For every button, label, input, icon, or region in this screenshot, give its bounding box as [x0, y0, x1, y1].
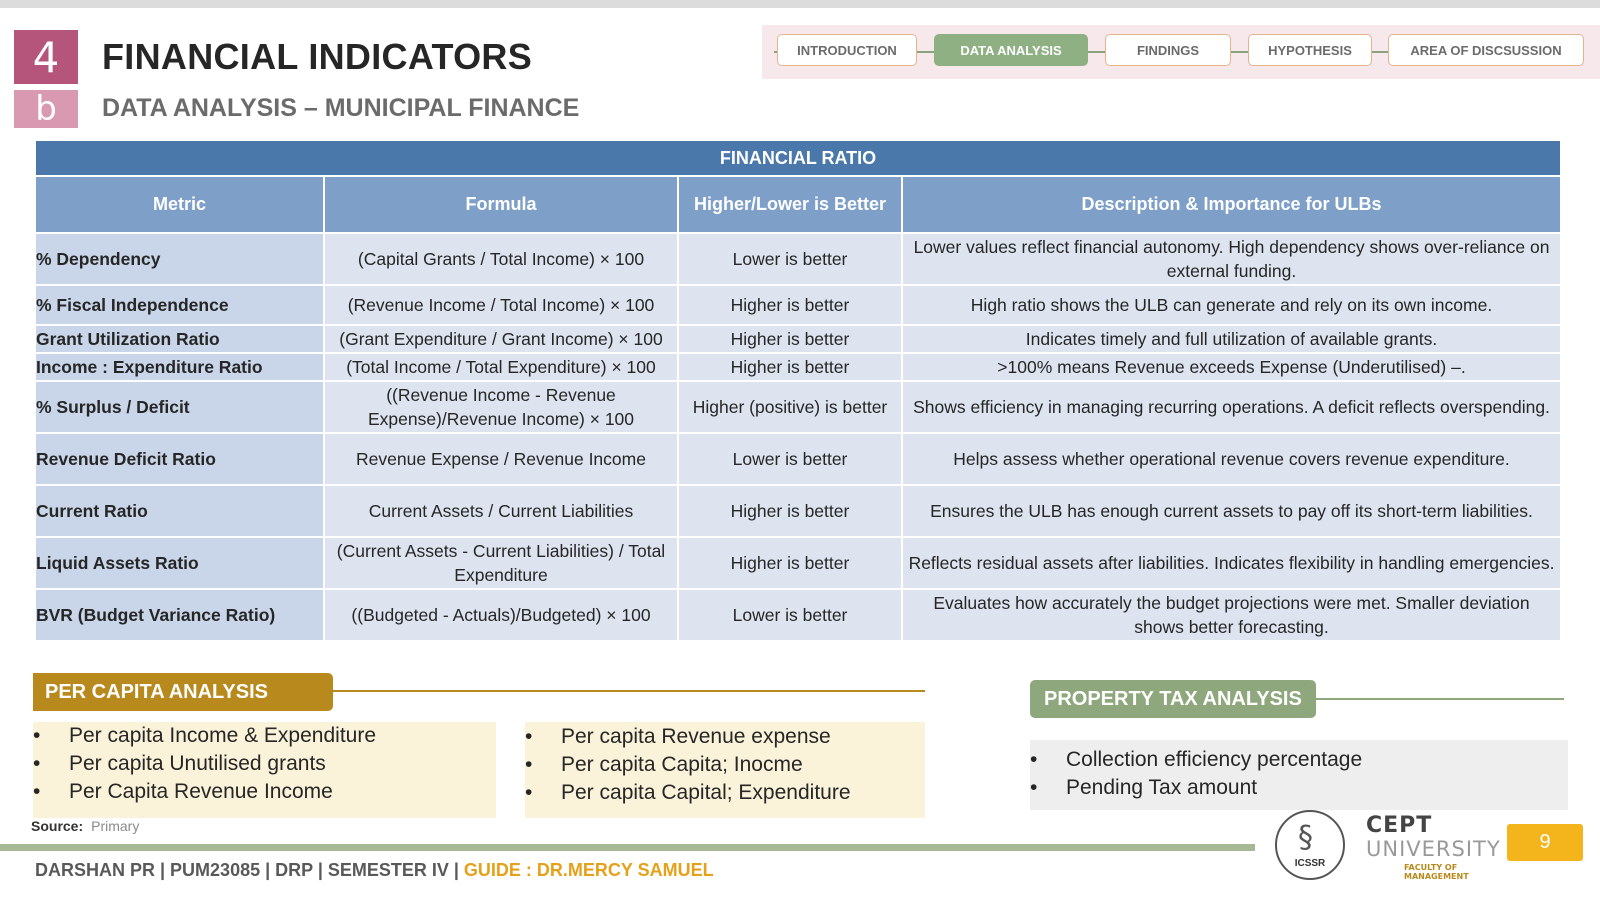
cept-logo-line1: CEPT [1366, 813, 1433, 838]
tab-area-of-discussion[interactable]: AREA OF DISCSUSSION [1388, 34, 1584, 66]
better-cell: Higher is better [678, 285, 902, 325]
column-header-metric: Metric [35, 176, 324, 233]
metric-cell: BVR (Budget Variance Ratio) [35, 589, 324, 641]
page-number-badge: 9 [1507, 824, 1583, 861]
financial-ratio-table [34, 139, 1562, 642]
icssr-logo [1275, 810, 1345, 880]
formula-cell: ((Revenue Income - Revenue Expense)/Revenue Income) × 100 [324, 381, 678, 433]
source-note [31, 818, 139, 834]
description-cell: Shows efficiency in managing recurring operations. A deficit reflects overspending. [902, 381, 1561, 433]
page-title: FINANCIAL INDICATORS [102, 36, 533, 77]
better-cell: Higher is better [678, 537, 902, 589]
section-letter-badge: b [14, 90, 78, 128]
table-row [35, 325, 1561, 353]
formula-cell: (Current Assets - Current Liabilities) / Total Expenditure [324, 537, 678, 589]
metric-cell: Grant Utilization Ratio [35, 325, 324, 353]
formula-cell: Current Assets / Current Liabilities [324, 485, 678, 537]
per-capita-list-right [525, 722, 925, 818]
column-header-formula: Formula [324, 176, 678, 233]
better-cell: Higher is better [678, 325, 902, 353]
footer-author-info: DARSHAN PR | PUM23085 | DRP | SEMESTER IV | [35, 860, 464, 880]
footer-info [35, 860, 714, 881]
list-item: • Per capita Income & Expenditure [33, 722, 496, 750]
section-number-badge: 4 [14, 30, 78, 84]
metric-cell: Liquid Assets Ratio [35, 537, 324, 589]
tab-hypothesis[interactable]: HYPOTHESIS [1248, 34, 1372, 66]
list-item: • Collection efficiency percentage [1030, 746, 1568, 774]
table-row [35, 285, 1561, 325]
better-cell: Lower is better [678, 233, 902, 285]
formula-cell: (Capital Grants / Total Income) × 100 [324, 233, 678, 285]
per-capita-list-left [33, 722, 496, 818]
property-tax-divider [1316, 698, 1564, 700]
table-row [35, 485, 1561, 537]
cept-logo-line2: UNIVERSITY [1366, 837, 1501, 861]
formula-cell: (Revenue Income / Total Income) × 100 [324, 285, 678, 325]
better-cell: Lower is better [678, 433, 902, 485]
tab-data-analysis[interactable]: DATA ANALYSIS [934, 34, 1088, 66]
column-header-better: Higher/Lower is Better [678, 176, 902, 233]
source-label: Source: [31, 818, 84, 834]
metric-cell: % Dependency [35, 233, 324, 285]
better-cell: Higher is better [678, 353, 902, 381]
table-row [35, 381, 1561, 433]
table-row [35, 433, 1561, 485]
per-capita-section-title: PER CAPITA ANALYSIS [33, 673, 333, 711]
table-row [35, 353, 1561, 381]
tab-findings[interactable]: FINDINGS [1105, 34, 1231, 66]
icssr-logo-text: ICSSR [1294, 858, 1326, 869]
per-capita-divider [333, 690, 925, 692]
description-cell: High ratio shows the ULB can generate and rely on its own income. [902, 285, 1561, 325]
flame-icon: § [1298, 820, 1313, 855]
list-item: • Per capita Capita; Inocme [525, 751, 925, 779]
column-header-description: Description & Importance for ULBs [902, 176, 1561, 233]
description-cell: Lower values reflect financial autonomy. High dependency shows over-reliance on external funding. [902, 233, 1561, 285]
list-item: • Per capita Capital; Expenditure [525, 779, 925, 807]
better-cell: Higher (positive) is better [678, 381, 902, 433]
tab-introduction[interactable]: INTRODUCTION [777, 34, 917, 66]
property-tax-section-title: PROPERTY TAX ANALYSIS [1030, 680, 1316, 718]
description-cell: Indicates timely and full utilization of available grants. [902, 325, 1561, 353]
list-item: • Per capita Unutilised grants [33, 750, 496, 778]
table-title: FINANCIAL RATIO [35, 140, 1561, 176]
better-cell: Higher is better [678, 485, 902, 537]
metric-cell: Current Ratio [35, 485, 324, 537]
footer-divider [0, 844, 1255, 851]
metric-cell: % Fiscal Independence [35, 285, 324, 325]
list-item: • Per capita Revenue expense [525, 723, 925, 751]
cept-logo-line3: FACULTY OF MANAGEMENT [1404, 863, 1469, 881]
formula-cell: (Grant Expenditure / Grant Income) × 100 [324, 325, 678, 353]
page-subtitle: DATA ANALYSIS – MUNICIPAL FINANCE [102, 94, 580, 122]
property-tax-list [1030, 740, 1568, 810]
table-row [35, 537, 1561, 589]
metric-cell: Revenue Deficit Ratio [35, 433, 324, 485]
footer-guide: GUIDE : DR.MERCY SAMUEL [463, 860, 714, 880]
description-cell: Evaluates how accurately the budget projections were met. Smaller deviation shows better forecasting. [902, 589, 1561, 641]
formula-cell: ((Budgeted - Actuals)/Budgeted) × 100 [324, 589, 678, 641]
metric-cell: % Surplus / Deficit [35, 381, 324, 433]
metric-cell: Income : Expenditure Ratio [35, 353, 324, 381]
description-cell: >100% means Revenue exceeds Expense (Underutilised) –. [902, 353, 1561, 381]
table-row [35, 589, 1561, 641]
description-cell: Ensures the ULB has enough current assets to pay off its short-term liabilities. [902, 485, 1561, 537]
formula-cell: (Total Income / Total Expenditure) × 100 [324, 353, 678, 381]
section-nav [762, 25, 1600, 79]
better-cell: Lower is better [678, 589, 902, 641]
cept-university-logo [1366, 814, 1514, 881]
list-item: • Per Capita Revenue Income [33, 778, 496, 806]
description-cell: Reflects residual assets after liabilities. Indicates flexibility in handling emergencies. [902, 537, 1561, 589]
list-item: • Pending Tax amount [1030, 774, 1568, 802]
description-cell: Helps assess whether operational revenue covers revenue expenditure. [902, 433, 1561, 485]
table-row [35, 233, 1561, 285]
formula-cell: Revenue Expense / Revenue Income [324, 433, 678, 485]
top-bar [0, 0, 1600, 8]
source-value: Primary [91, 818, 140, 834]
